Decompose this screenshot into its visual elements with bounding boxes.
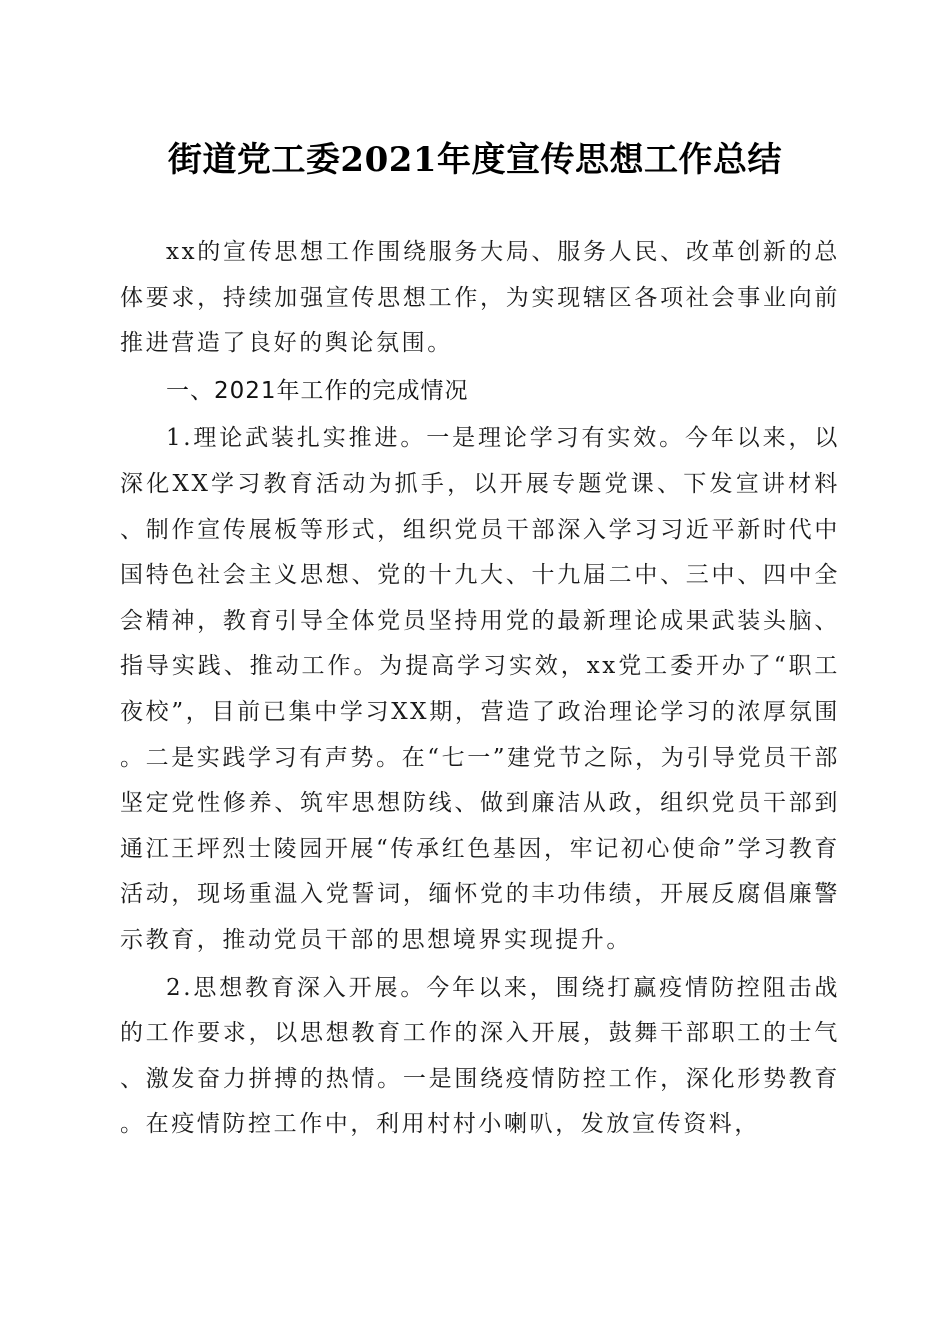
paragraph-education: 2.思想教育深入开展。今年以来，围绕打赢疫情防控阻击战的工作要求，以思想教育工作的深入开展，鼓舞干部职工的士气、激发奋力拼搏的热情。一是围绕疫情防控工作，深化形势教育。在疫情防控工作中，利用村村小喇叭，发放宣传资料，	[120, 974, 840, 1138]
intro-paragraph: xx的宣传思想工作围绕服务大局、服务人民、改革创新的总体要求，持续加强宣传思想工作，为实现辖区各项社会事业向前推进营造了良好的舆论氛围。	[120, 239, 840, 357]
section-heading: 一、2021年工作的完成情况	[166, 377, 469, 404]
document-title: 街道党工委2021年度宣传思想工作总结	[167, 140, 783, 180]
paragraph-theory: 1.理论武装扎实推进。一是理论学习有实效。今年以来，以深化XX学习教育活动为抓手，以开展专题党课、下发宣讲材料、制作宣传展板等形式，组织党员干部深入学习习近平新时代中国特色社会主义思想、党的十九大、十九届二中、三中、四中全会精神，教育引导全体党员坚持用党的最新理论成果武装头脑、指导实践、推动工作。为提高学习实效，xx党工委开办了“职工夜校”，目前已集中学习XX期，营造了政治理论学习的浓厚氛围。二是实践学习有声势。在“七一”建党节之际，为引导党员干部坚定党性修养、筑牢思想防线、做到廉洁从政，组织党员干部到通江王坪烈士陵园开展“传承红色基因，牢记初心使命”学习教育活动，现场重温入党誓词，缅怀党的丰功伟绩，开展反腐倡廉警示教育，推动党员干部的思想境界实现提升。	[120, 425, 840, 953]
document-body	[120, 230, 840, 1148]
